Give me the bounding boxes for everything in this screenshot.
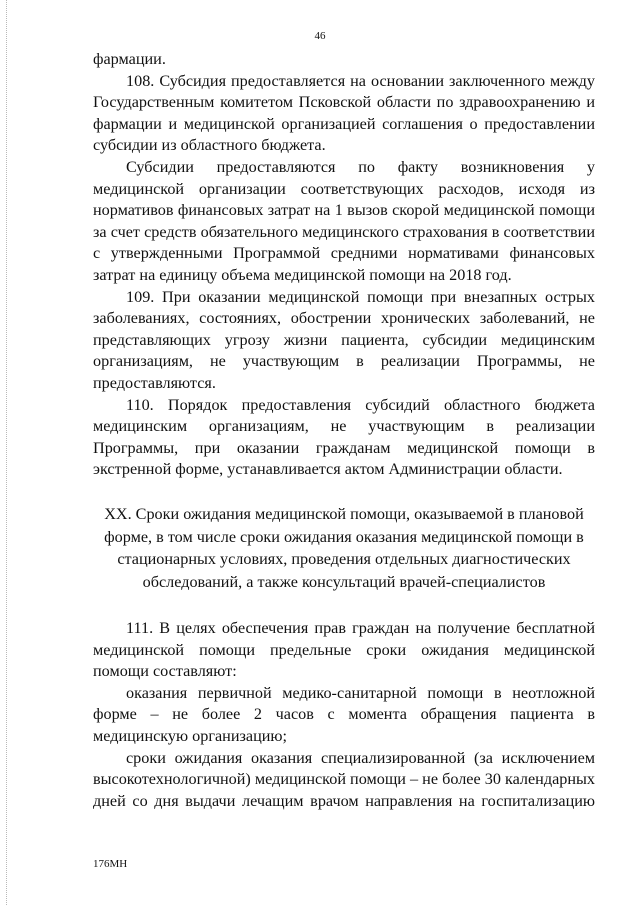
paragraph-108-subsidies: Субсидии предоставляются по факту возникновения у медицинской организации соответствующих расходов, исходя из нормативов финансовых затрат на 1 вызов скорой медицинской помощи за счет средств обязательного медицинского страхования в соответствии с утвержденными Программой средними нормативами финансовых затрат на единицу объема медицинской помощи на 2018 год. (93, 157, 595, 284)
section-heading-xx: XX. Сроки ожидания медицинской помощи, оказываемой в плановой форме, в том числе сроки ожидания оказания медицинской помощи в стационарных условиях, проведения отдельных диагностических обследований, а также консультаций врачей-специалистов (104, 504, 584, 592)
document-body (93, 49, 595, 812)
paragraph-111-specialized-care: сроки ожидания оказания специализированной (за исключением высокотехнологичной) медицинской помощи – не более 30 календарных дней со дня выдачи лечащим врачом направления на госпитализацию (93, 748, 595, 810)
paragraph-108: 108. Субсидия предоставляется на основании заключенного между Государственным комитетом Псковской области по здравоохранению и фармации и медицинской организацией соглашения о предоставлении субсидии из областного бюджета. (93, 71, 595, 155)
paragraph-111-primary-care: оказания первичной медико-санитарной помощи в неотложной форме – не более 2 часов с момента обращения пациента в медицинскую организацию; (93, 683, 595, 746)
paragraph-109: 109. При оказании медицинской помощи при внезапных острых заболеваниях, состояниях, обострении хронических заболеваний, не представляющих угрозу жизни пациента, субсидии медицинским организациям, не участвующим в реализации Программы, не предоставляются. (93, 287, 595, 392)
scan-left-edge (6, 0, 8, 905)
paragraph-110: 110. Порядок предоставления субсидий областного бюджета медицинским организациям, не участвующим в реализации Программы, при оказании гражданам медицинской помощи в экстренной форме, устанавливается актом Администрации области. (93, 395, 595, 479)
page-number: 46 (314, 30, 326, 42)
paragraph-continuation: фармации. (93, 50, 166, 68)
document-code: 176МН (93, 858, 128, 870)
paragraph-111: 111. В целях обеспечения прав граждан на получение бесплатной медицинской помощи предельные сроки ожидания медицинской помощи составляют: (93, 619, 595, 681)
